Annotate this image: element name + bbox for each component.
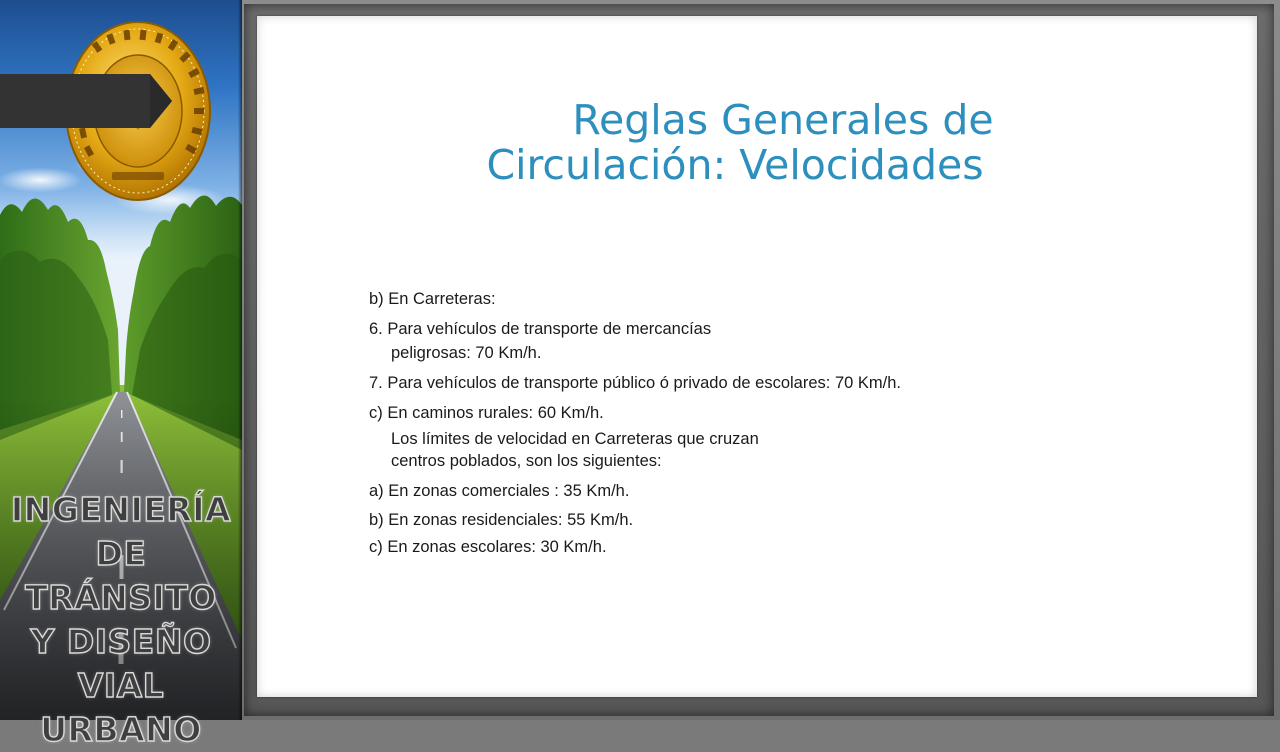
slide-title-line2: Circulación: Velocidades bbox=[486, 141, 984, 189]
text-line: b) En Carreteras: bbox=[369, 290, 496, 308]
sidebar-shadow-edge bbox=[238, 0, 242, 720]
text-line: b) En zonas residenciales: 55 Km/h. bbox=[369, 511, 634, 529]
text-line: a) En zonas comerciales : 35 Km/h. bbox=[369, 482, 630, 500]
slide-title bbox=[257, 98, 1257, 188]
slide-title-line1: Reglas Generales de bbox=[572, 96, 994, 144]
text-line: c) En zonas escolares: 30 Km/h. bbox=[369, 538, 607, 556]
text-line: Los límites de velocidad en Carreteras que cruzan bbox=[391, 430, 759, 448]
text-line: peligrosas: 70 Km/h. bbox=[391, 344, 542, 362]
course-title: INGENIERÍA DE TRÁNSITO Y DISEÑO VIAL URBANO bbox=[10, 490, 232, 749]
arrow-tab-icon bbox=[0, 74, 172, 128]
sidebar-banner bbox=[0, 0, 242, 749]
text-line: centros poblados, son los siguientes: bbox=[391, 452, 662, 470]
text-line: 7. Para vehículos de transporte público ó privado de escolares: 70 Km/h. bbox=[369, 374, 901, 392]
text-line: c) En caminos rurales: 60 Km/h. bbox=[369, 404, 604, 422]
text-line: 6. Para vehículos de transporte de mercancías bbox=[369, 320, 712, 338]
content-panel bbox=[257, 16, 1257, 697]
